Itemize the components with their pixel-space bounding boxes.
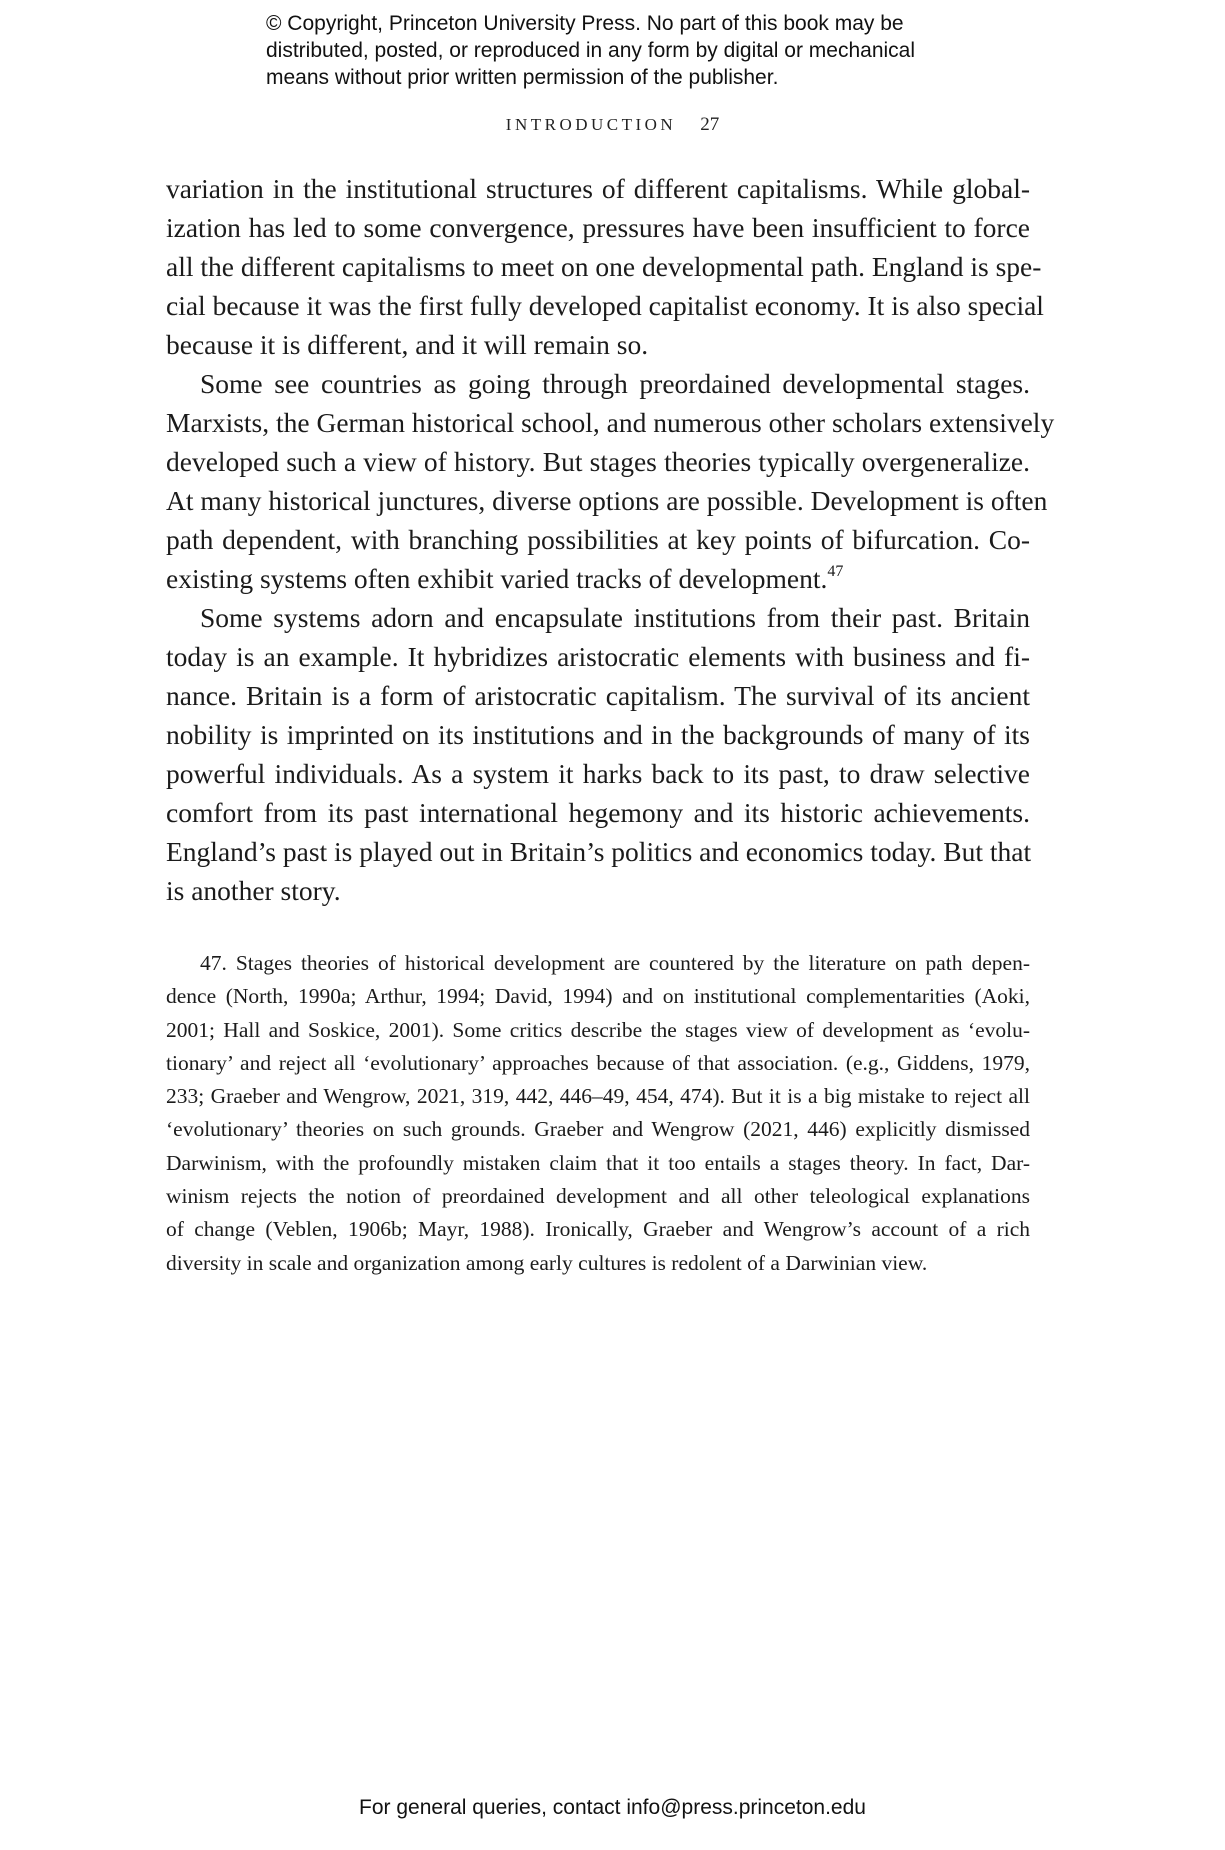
text-line: because it is different, and it will remain so.	[166, 329, 649, 360]
text-line: cial because it was the first fully developed capitalist economy. It is also special	[166, 290, 1044, 321]
text-line: all the different capitalisms to meet on one developmental path. England is spe-	[166, 251, 1042, 282]
footnote-line: 2001; Hall and Soskice, 2001). Some critics describe the stages view of development as ‘evolu-	[166, 1017, 1030, 1042]
running-head	[0, 114, 1225, 136]
footnote-47	[166, 947, 1030, 1280]
text-line: ization has led to some convergence, pressures have been insufficient to force	[166, 212, 1030, 243]
footnote-line: diversity in scale and organization among early cultures is redolent of a Darwinian view.	[166, 1250, 928, 1275]
text-line: nance. Britain is a form of aristocratic capitalism. The survival of its ancient	[166, 680, 1030, 711]
paragraph	[166, 598, 1030, 910]
body-text	[166, 169, 1055, 910]
text-line-with-note	[166, 559, 1030, 598]
footnote-marker[interactable]: 47	[827, 563, 844, 580]
text-line: Some systems adorn and encapsulate institutions from their past. Britain	[200, 602, 1030, 633]
running-head-section: INTRODUCTION	[505, 115, 677, 134]
footnote-line: 233; Graeber and Wengrow, 2021, 319, 442, 446–49, 454, 474). But it is a big mistake to reject all	[166, 1084, 1030, 1109]
copyright-line: distributed, posted, or reproduced in any form by digital or mechanical	[266, 39, 916, 62]
text-line: nobility is imprinted on its institutions and in the backgrounds of many of its	[166, 719, 1030, 750]
text-line: Marxists, the German historical school, and numerous other scholars extensively	[166, 407, 1055, 438]
copyright-line: means without prior written permission of the publisher.	[266, 66, 779, 89]
text-line: At many historical junctures, diverse options are possible. Development is often	[166, 485, 1048, 516]
footnote-line: tionary’ and reject all ‘evolutionary’ approaches because of that association. (e.g., Giddens, 1979,	[166, 1050, 1030, 1075]
page-number: 27	[700, 114, 720, 135]
text-line: path dependent, with branching possibilities at key points of bifurcation. Co-	[166, 524, 1030, 555]
text-line: Some see countries as going through preordained developmental stages.	[200, 368, 1030, 399]
text-line: powerful individuals. As a system it harks back to its past, to draw selective	[166, 758, 1030, 789]
copyright-line: © Copyright, Princeton University Press. No part of this book may be	[266, 12, 904, 35]
text-line: England’s past is played out in Britain’s politics and economics today. But that	[166, 836, 1032, 867]
text-line: existing systems often exhibit varied tracks of development.	[166, 563, 828, 594]
text-line: is another story.	[166, 875, 341, 906]
footnote-line: dence (North, 1990a; Arthur, 1994; David, 1994) and on institutional complementarities (Aoki,	[166, 984, 1030, 1009]
text-line: comfort from its past international hegemony and its historic achievements.	[166, 797, 1030, 828]
text-line: developed such a view of history. But stages theories typically overgeneralize.	[166, 446, 1030, 477]
footer-contact: For general queries, contact info@press.princeton.edu	[359, 1796, 866, 1819]
footnote-line: winism rejects the notion of preordained development and all other teleological explanations	[166, 1184, 1030, 1209]
footnote-line: 47. Stages theories of historical development are countered by the literature on path depen-	[200, 951, 1030, 975]
paragraph	[166, 364, 1055, 598]
footnote-line: of change (Veblen, 1906b; Mayr, 1988). Ironically, Graeber and Wengrow’s account of a rich	[166, 1217, 1030, 1242]
text-line: variation in the institutional structures of different capitalisms. While global-	[166, 173, 1030, 204]
text-line: today is an example. It hybridizes aristocratic elements with business and fi-	[166, 641, 1030, 672]
paragraph	[166, 169, 1044, 364]
footnote-line: Darwinism, with the profoundly mistaken claim that it too entails a stages theory. In fact, Dar-	[166, 1150, 1030, 1175]
footnote-line: ‘evolutionary’ theories on such grounds. Graeber and Wengrow (2021, 446) explicitly dismissed	[166, 1117, 1030, 1142]
copyright-notice	[266, 10, 986, 91]
